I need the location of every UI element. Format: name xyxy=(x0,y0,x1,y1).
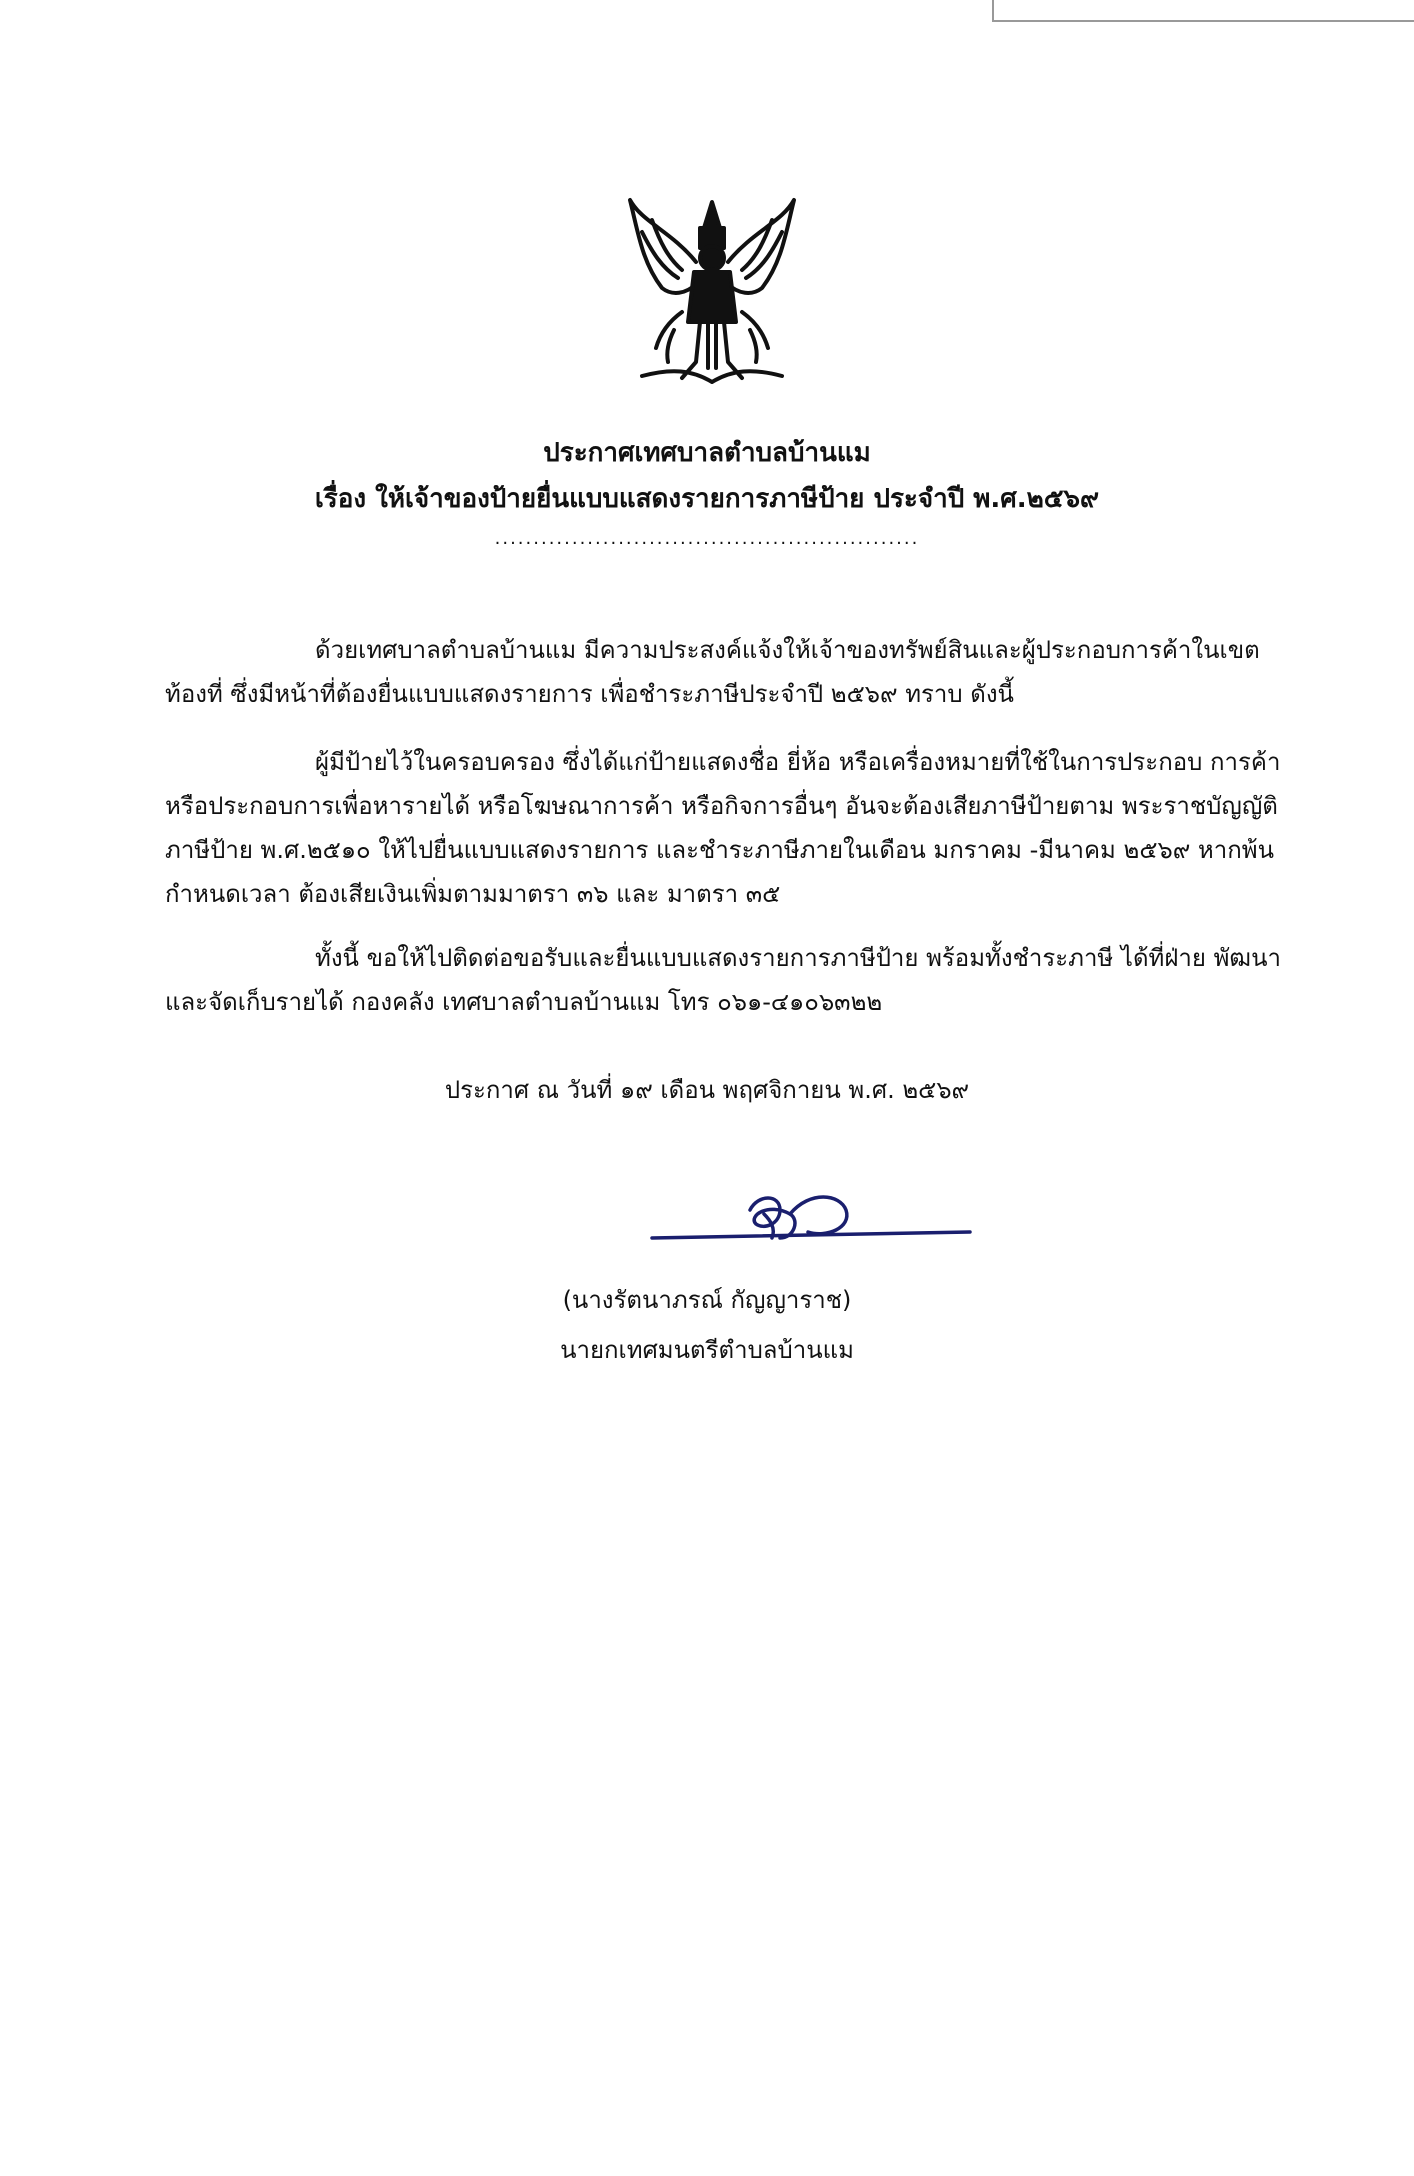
garuda-emblem-icon xyxy=(612,192,812,392)
body-paragraph-2: ผู้มีป้ายไว้ในครอบครอง ซึ่งได้แก่ป้ายแสดงชื่อ ยี่ห้อ หรือเครื่องหมายที่ใช้ในการประกอบ การค้า หรือประกอบการเพื่อหารายได้ หรือโฆษณาการค้า หรือกิจการอื่นๆ อันจะต้องเสียภาษีป้ายตาม พระราชบัญญัติภาษีป้าย พ.ศ.๒๕๑๐ ให้ไปยื่นแบบแสดงรายการ และชำระภาษีภายในเดือน มกราคม -มีนาคม ๒๕๖๙ หากพ้นกำหนดเวลา ต้องเสียเงินเพิ่มตามมาตรา ๓๖ และ มาตรา ๓๕ xyxy=(165,748,1281,908)
announcement-date: ประกาศ ณ วันที่ ๑๙ เดือน พฤศจิกายน พ.ศ. ๒๕๖๙ xyxy=(444,1076,970,1104)
signatory-name: (นางรัตนาภรณ์ กัญญาราช) xyxy=(562,1286,852,1314)
title-divider: ....................................................... xyxy=(494,528,920,549)
announcement-subject: เรื่อง ให้เจ้าของป้ายยื่นแบบแสดงรายการภาษีป้าย ประจำปี พ.ศ.๒๕๖๙ xyxy=(314,484,1100,514)
signatory-title: นายกเทศมนตรีตำบลบ้านแม xyxy=(560,1336,854,1364)
body-paragraph-1: ด้วยเทศบาลตำบลบ้านแม มีความประสงค์แจ้งให้เจ้าของทรัพย์สินและผู้ประกอบการค้าในเขตท้องที่ ซึ่งมีหน้าที่ต้องยื่นแบบแสดงรายการ เพื่อชำระภาษีประจำปี ๒๕๖๙ ทราบ ดังนี้ xyxy=(165,636,1260,708)
scan-edge-mark xyxy=(992,0,1414,22)
handwritten-signature xyxy=(640,1180,980,1260)
body-paragraph-3: ทั้งนี้ ขอให้ไปติดต่อขอรับและยื่นแบบแสดงรายการภาษีป้าย พร้อมทั้งชำระภาษี ได้ที่ฝ่าย พัฒนาและจัดเก็บรายได้ กองคลัง เทศบาลตำบลบ้านแม โทร ๐๖๑-๔๑๐๖๓๒๒ xyxy=(165,944,1281,1016)
announcement-title: ประกาศเทศบาลตำบลบ้านแม xyxy=(543,438,871,468)
